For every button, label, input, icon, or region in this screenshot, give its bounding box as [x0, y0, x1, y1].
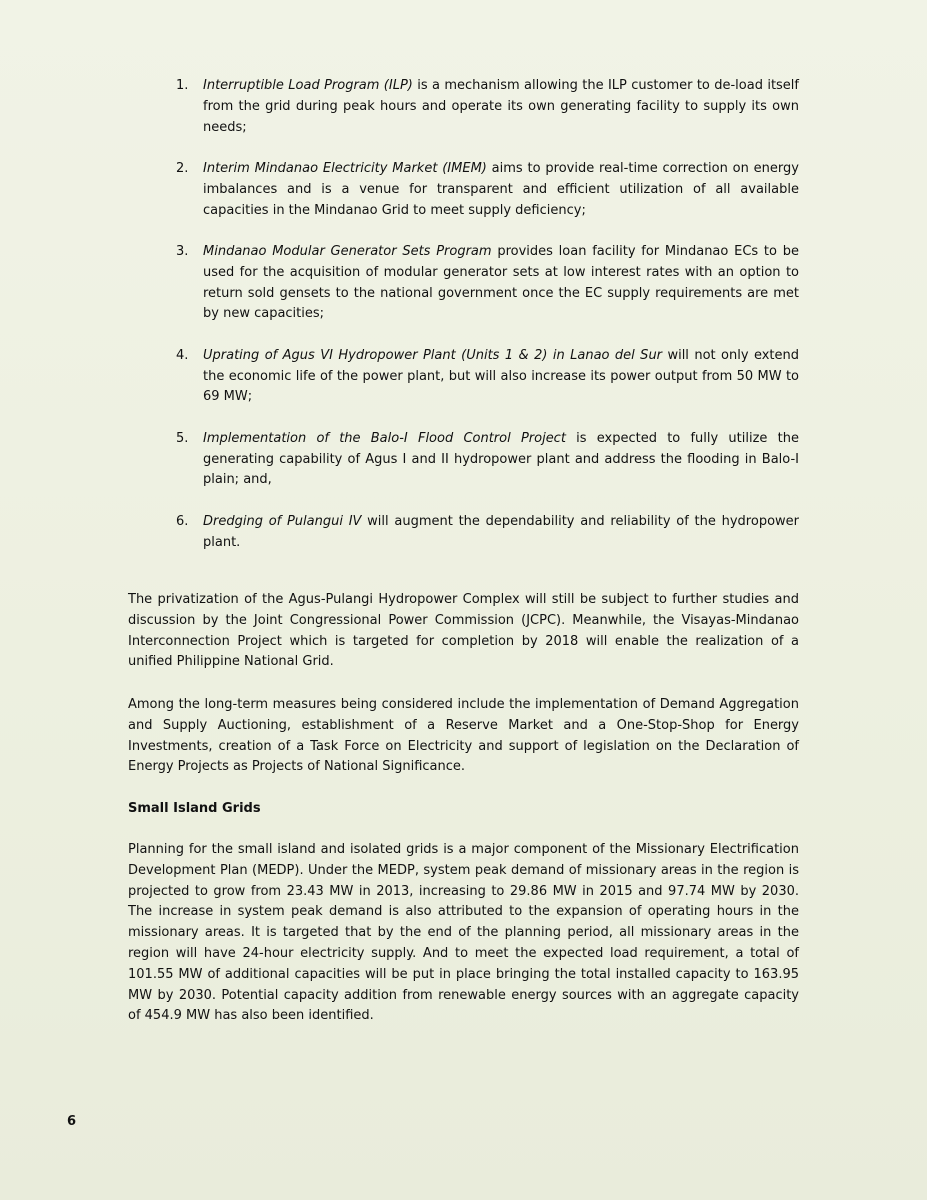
page-number: 6 — [67, 1114, 77, 1129]
list-item-text: provides loan facility for Mindanao ECs to be used for the acquisition of modular generator sets at low interest rates with an option to return sold gensets to the national government once the EC supply requirements are met by new capacities; — [203, 243, 799, 322]
list-item-title: Dredging of Pulangui IV — [203, 513, 362, 529]
list-item-number: 1. — [176, 78, 189, 93]
list-item — [167, 159, 799, 221]
list-item-number: 4. — [176, 347, 189, 363]
list-item-text: is a mechanism allowing the ILP customer to de-load itself from the grid during peak hours and operate its own generating facility to supply its own needs; — [203, 78, 799, 135]
list-item-title: Mindanao Modular Generator Sets Program — [203, 243, 492, 259]
list-item-number: 6. — [176, 513, 189, 529]
list-item-number: 5. — [176, 430, 189, 446]
list-item — [167, 346, 799, 408]
list-item-text: aims to provide real-time correction on energy imbalances and is a venue for transparent and efficient utilization of all available capacities in the Mindanao Grid to meet supply deficiency; — [203, 160, 799, 218]
list-item-text: is expected to fully utilize the generating capability of Agus I and II hydropower plant and address the flooding in Balo-I plain; and, — [203, 430, 799, 488]
small-island-grids-paragraph: Planning for the small island and isolated grids is a major component of the Missionary Electrification Development Plan (MEDP). Under the MEDP, system peak demand of missionary areas in the region is projected to grow from 23.43 MW in 2013, increasing to 29.86 MW in 2015 and 97.74 MW by 2030. The increase in system peak demand is also attributed to the expansion of operating hours in the missionary areas. It is targeted that by the end of the planning period, all missionary areas in the region will have 24-hour electricity supply. And to meet the expected load requirement, a total of 101.55 MW of additional capacities will be put in place bringing the total installed capacity to 163.95 MW by 2030. Potential capacity addition from renewable energy sources with an aggregate capacity of 454.9 MW has also been identified. — [128, 842, 799, 1024]
section-heading: Small Island Grids — [128, 801, 261, 816]
list-item-number: 3. — [176, 243, 189, 259]
measures-list — [167, 76, 799, 574]
list-item-title: Interim Mindanao Electricity Market (IMEM) — [203, 160, 487, 176]
list-item — [167, 76, 799, 138]
privatization-paragraph: The privatization of the Agus-Pulangi Hydropower Complex will still be subject to further studies and discussion by the Joint Congressional Power Commission (JCPC). Meanwhile, the Visayas-Mindanao Interconnection Project which is targeted for completion by 2018 will enable the realization of a unified Philippine National Grid. — [128, 592, 799, 670]
list-item — [167, 512, 799, 554]
list-item-text: will augment the dependability and reliability of the hydropower plant. — [203, 513, 799, 550]
list-item — [167, 242, 799, 325]
list-item-number: 2. — [176, 160, 189, 176]
list-item-title: Implementation of the Balo-I Flood Control Project — [203, 430, 566, 446]
list-item-text: will not only extend the economic life of the power plant, but will also increase its power output from 50 MW to 69 MW; — [203, 347, 799, 405]
list-item — [167, 429, 799, 491]
list-item-title: Uprating of Agus VI Hydropower Plant (Units 1 & 2) in Lanao del Sur — [203, 347, 663, 363]
long-term-measures-paragraph: Among the long-term measures being considered include the implementation of Demand Aggregation and Supply Auctioning, establishment of a Reserve Market and a One-Stop-Shop for Energy Investments, creation of a Task Force on Electricity and support of legislation on the Declaration of Energy Projects as Projects of National Significance. — [128, 697, 799, 775]
list-item-title: Interruptible Load Program (ILP) — [203, 78, 413, 93]
